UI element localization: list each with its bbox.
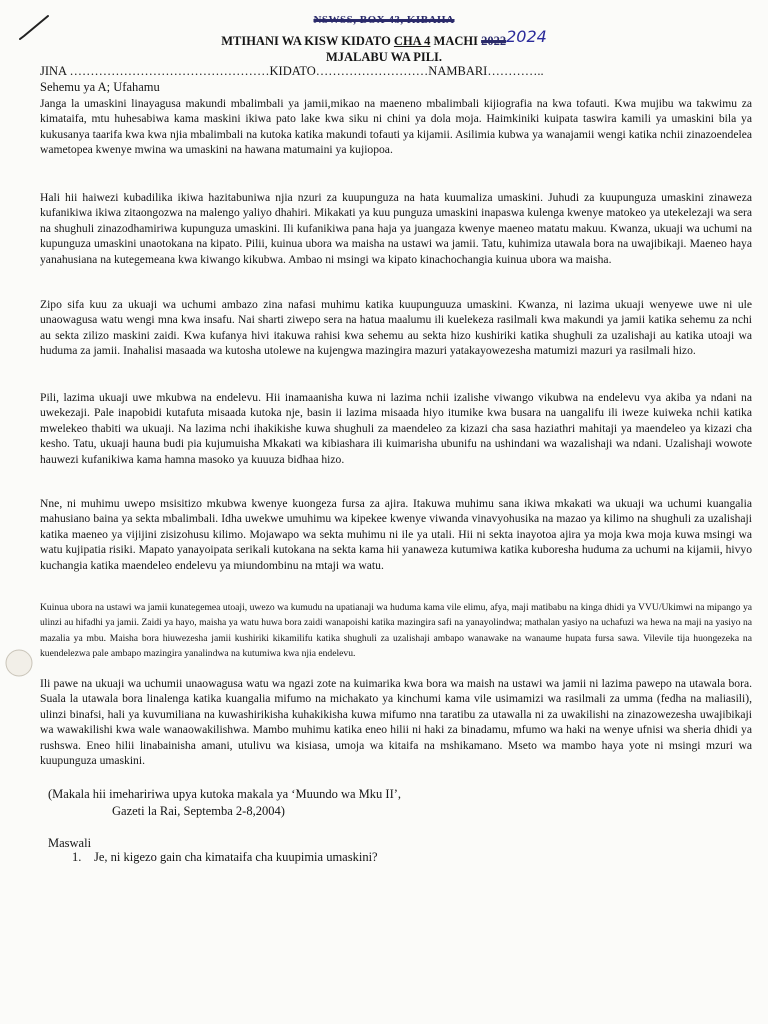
paragraph-6: Kuinua ubora na ustawi wa jamii kunategemea utoaji, uwezo wa kumudu na upatianaji wa huduma kama vile elimu, afya, maji matibabu na kinga dhidi ya VVU/Ukimwi na mipango ya ulinzi au hifadhi ya jamii. Zaidi ya hayo, maisha ya watu huwa bora zaidi wanapoishi katika mazingira safi na yanayolindwa; mathalan yasiyo na uchafuzi wa hewa na maji na yasiyo na mazalia ya mbu. Maisha bora hiuwezesha jamii kushiriki kikamilifu katika shughuli za uzalishaji ambapo wanawake na wanaume hupata fursa sawa. Vilevile tija huongezeka na kuendelezwa pale ambapo mazingira yanalindwa na kutumiwa kwa njia endelevu. [40, 602, 752, 659]
paragraph-7: Ili pawe na ukuaji wa uchumii unaowagusa watu wa ngazi zote na kuimarika kwa bora wa maish na ustawi wa jamii ni lazima pawepo na utawala bora. Suala la utawala bora linalenga katika kuangalia mifumo na michakato ya kinchumi kama vile usimamizi wa rasilmali za umma (fedha na maliasili), ulinzi binafsi, hali ya kuvumiliana na kuwashirikisha kuhakikisha kuwa mifumo nna taratibu za utawalla ni za uwakilishi na zinazowezesha uwajibikaji wa wawakilishi kwa wale wanaowakilishwa. Mambo muhimu katika eneo hilii ni haki za binadamu, mfumo wa haki na wenye ufnisi wa sheria dhidi ya rushswa. Eneo hilii linabainisha amani, utulivu wa kisiasa, umoja wa kitaifa na mshikamano. Mseto wa mambo haya yote ni msingi mzuri wa kuupunguza umaskini. [40, 677, 752, 768]
questions-list [72, 850, 378, 865]
questions-heading: Maswali [48, 836, 92, 850]
paragraph-3: Zipo sifa kuu za ukuaji wa uchumi ambazo zina nafasi muhimu katika kuupunguuza umaskini. Kwanza, ni lazima ukuaji wenyewe uwe ni ule unaowagusa watu wengi mna kwa insafu. Nai sharti ziwepo sera na hatua maalumu ili kuelekeza rasilmali kwa makundi ya jamii katika sehemu za nchi au sekta zilizo maskini zaidi. Kwa kufanya hivi itakuwa rahisi kwa sehemu au sekta hizo kushiriki katika shughuli za uzalishaji au katika utoaji wa huduma za jamii. Inahalisi masaada wa kutosha utolewe na kujengwa mazingira mazuri yatakayowezesha matumizi mazuri ya rasilmali hizo. [40, 298, 752, 358]
exam-title-prefix: MTIHANI WA KISW KIDATO [221, 34, 391, 48]
crossed-out-year: 2022 [481, 34, 507, 48]
section-heading: Sehemu ya A; Ufahamu [40, 80, 160, 94]
source-citation-line-2: Gazeti la Rai, Septemba 2-8,2004) [112, 804, 285, 818]
source-citation [48, 786, 401, 820]
paragraph-4: Pili, lazima ukuaji uwe mkubwa na endelevu. Hii inamaanisha kuwa ni lazima nchii izalishe viwango vikubwa na endelevu vya akiba ya ndani na uwekezaji. Pale inapobidi kutafuta misaada kutoka nje, basin ii lazima misaada hiyo itumike kwa busara na uangalifu ili iweze kuiweka nchii katika mwelekeo thabiti wa ukuaji. Na lazima nchi ihakikishe kuwa shughuli za maendeleo za kizazi cha sasa haziathri mahitaji ya maendeleo ya kizazi cha kesho. Tatu, ukuaji hauna budi pia kujumuisha Mkakati wa kibiashara ili kuimarisha ubunifu na ushindani wa wazalishaji wa ndani. Uzalishaji wowote hauwezi kufanikiwa kama hamna masoko ya kuuuza bidhaa hizo. [40, 391, 752, 466]
blacked-out-school-name: NSWSS, BOX 43, KIBAHA [313, 14, 455, 26]
paragraph-5: Nne, ni muhimu uwepo msisitizo mkubwa kwenye kuongeza fursa za ajira. Itakuwa muhimu sana ikiwa mkakati wa ukuaji wa uchumi kuangalia mahusiano baina ya sekta mbalimbali. Idha uwekwe umuhimu wa kipekee kwenye viwanda vinavyohusika na mazao ya kilimo na shughuli za uzalishaji katika maeneo ya vijijini zisizohusu kilimo. Mojawapo wa sekta muhimu ni ile ya utali. Hii ni sekta inayotoa ajira ya moja kwa moja kuwa msingi wa watu kujipatia risiki. Mapato yanayoipata serikali kutokana na sekta kama hii yanaweza kutumiwa katika kuboresha huduma za uchumi na kijamii, hivyo kuchangia katika maendeleo endelevu ya miundombinu na mtaji wa watu. [40, 497, 752, 572]
handwritten-year: 2024 [506, 27, 547, 46]
student-details-line: JINA …………………………………………KIDATO………………………NAMBARI………….. [40, 64, 544, 78]
punch-hole-icon [4, 648, 34, 678]
exam-subtitle: MJALABU WA PILI. [325, 50, 443, 64]
exam-title-form: CHA 4 [393, 34, 431, 48]
paragraph-1: Janga la umaskini linayagusa makundi mbalimbali ya jamii,mikao na maeneno mbalimbali kijiografia na kwa tofauti. Kwa mujibu wa takwimu za kimataifa, mtu huhesabiwa kama maskini ikiwa pato lake kwa siku ni chini ya dola moja. Haimkiniki kuipata taswira kamili ya umaskini bila ya kukusanya taarifa kwa kwa njia mbalimbali na kutoka katika makundi tofauti ya kijamii. Asilimia kubwa ya wanajamii wengi katika nchii zinazoendelea wametopea kwenye mwina wa umaskini na hawana matumaini ya kujiopoa. [40, 97, 752, 157]
source-citation-line-1: (Makala hii imehaririwa upya kutoka makala ya ‘Muundo wa Mku II’, [48, 787, 402, 801]
exam-title [0, 27, 768, 49]
exam-title-month: MACHI [433, 34, 478, 48]
question-number: 1. [72, 850, 82, 864]
question-item [72, 850, 378, 865]
exam-header [0, 10, 768, 65]
question-text: Je, ni kigezo gain cha kimataifa cha kuupimia umaskini? [94, 850, 378, 864]
paragraph-2: Hali hii haiwezi kubadilika ikiwa hazitabuniwa njia nzuri za kuupunguza na hata kuumaliza umaskini. Juhudi za kuupunguza umaskini zinaweza kufanikiwa ikiwa zitaongozwa na malengo yaliyo dhahiri. Mikakati ya kuu punguza umaskini inapaswa kulenga kwenye matokeo ya utekelezaji wa sera na shughuli zinazodhamiriwa kupunguza umaskini. Ili kufanikiwa pana haja ya juangaza kwenye maeneo matatu makuu. Kwanza, ukuaji wa uchumi na kupunguza umaskini unaotokana na kipato. Pilii, kuinua ubora wa maisha na ustawi wa jamii. Tatu, kuhimiza utawala bora na uwajibikaji. Maeneo haya yanahusiana na kutegemeana kwa kiwango kikubwa. Ambao ni msingi wa kipato kinachochangia kuinua ubora wa maisha. [40, 191, 752, 266]
